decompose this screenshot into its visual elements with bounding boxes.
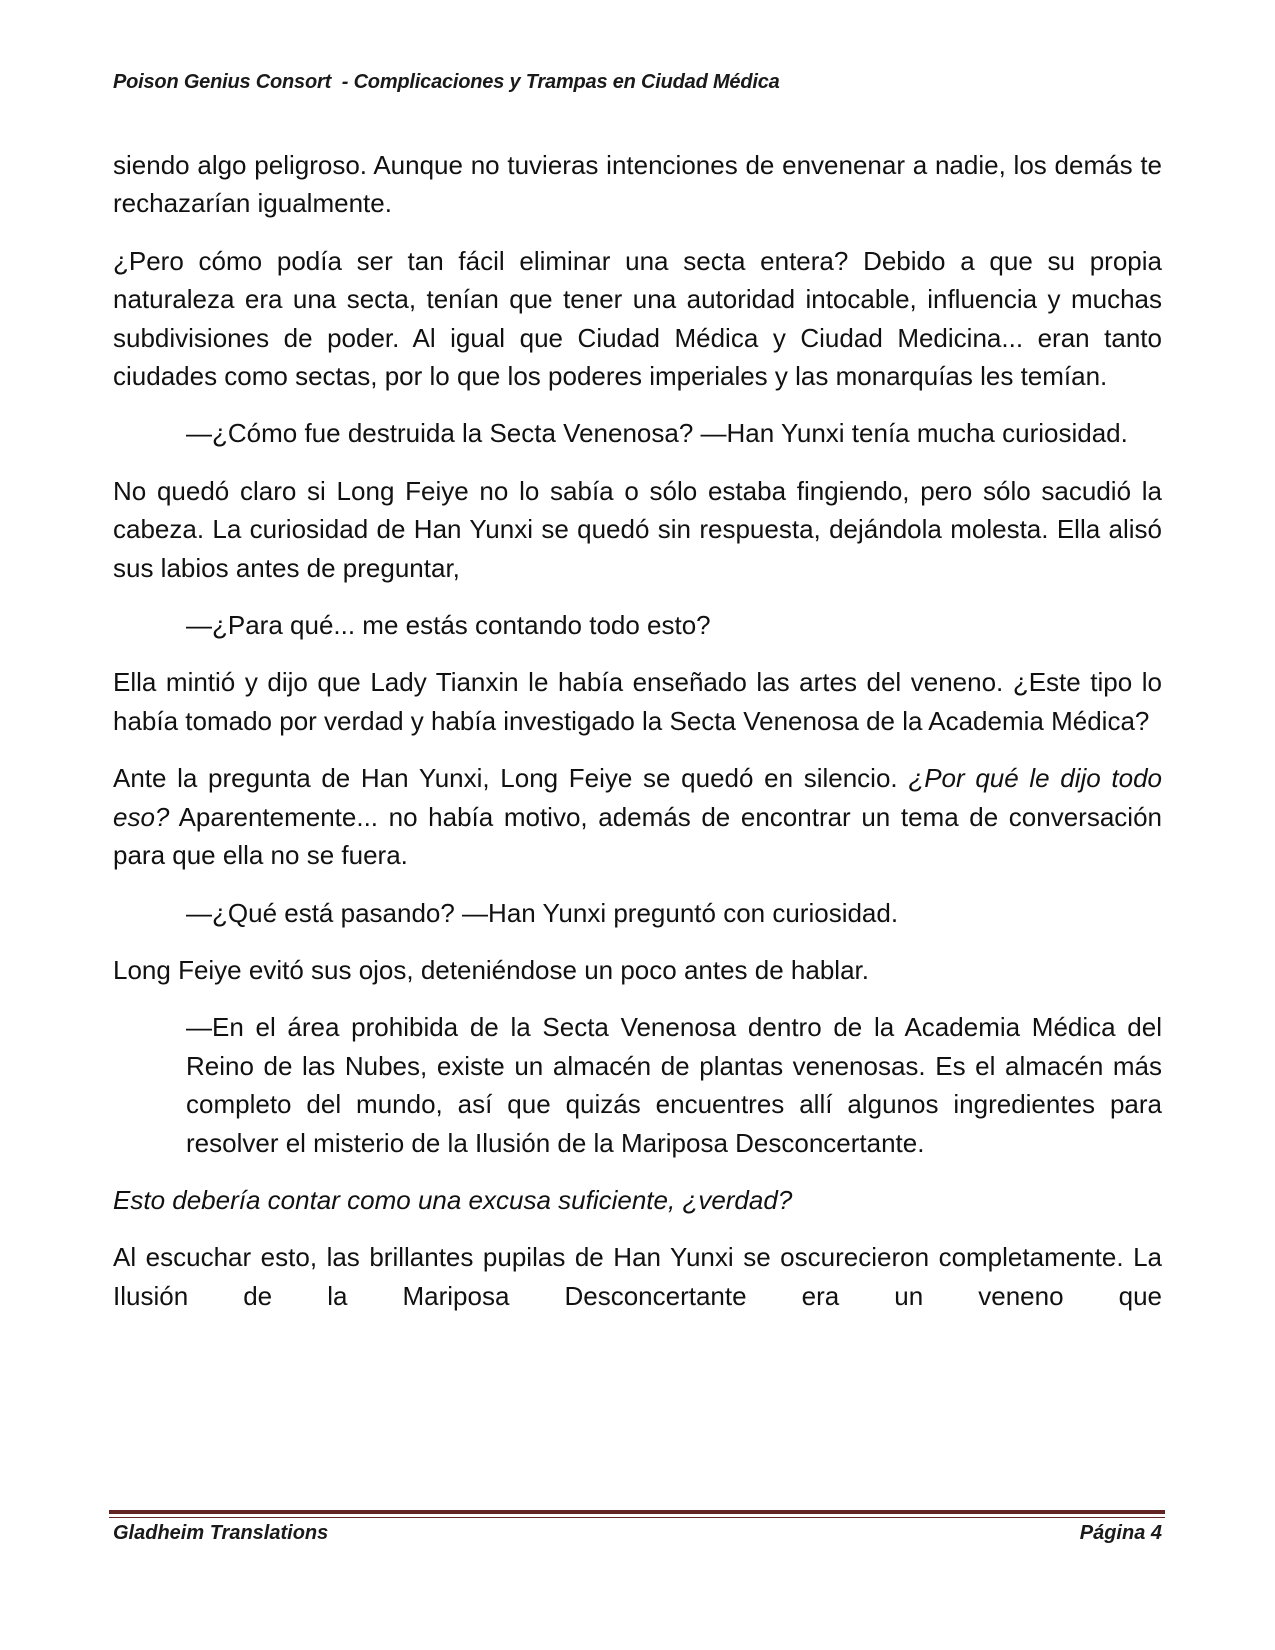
paragraph-text: Ante la pregunta de Han Yunxi, Long Feiye se quedó en silencio. <box>113 763 909 794</box>
paragraph: siendo algo peligroso. Aunque no tuvieras intenciones de envenenar a nadie, los demás te rechazarían igualmente. <box>113 150 1162 219</box>
page-header-title: Poison Genius Consort - Complicaciones y Trampas en Ciudad Médica <box>113 71 780 93</box>
dialogue-paragraph: —En el área prohibida de la Secta Venenosa dentro de la Academia Médica del Reino de las Nubes, existe un almacén de plantas venenosas. Es el almacén más completo del mundo, así que quizás encuentres allí algunos ingredientes para resolver el misterio de la Ilusión de la Mariposa Desconcertante. <box>186 1012 1162 1158</box>
footer-page-number: Página 4 <box>1079 1522 1162 1544</box>
paragraph-with-thought <box>113 759 1162 874</box>
dialogue-paragraph: —¿Para qué... me estás contando todo esto? <box>186 610 711 641</box>
paragraph: Ella mintió y dijo que Lady Tianxin le había enseñado las artes del veneno. ¿Este tipo lo había tomado por verdad y había investigado la Secta Venenosa de la Academia Médica? <box>113 667 1162 736</box>
italic-thought: ¿Por qué le dijo todo eso? <box>113 763 1162 832</box>
paragraph: No quedó claro si Long Feiye no lo sabía o sólo estaba fingiendo, pero sólo sacudió la cabeza. La curiosidad de Han Yunxi se quedó sin respuesta, dejándola molesta. Ella alisó sus labios antes de preguntar, <box>113 475 1162 583</box>
footer-rule-thin <box>109 1517 1165 1518</box>
footer-publisher: Gladheim Translations <box>113 1522 329 1544</box>
dialogue-paragraph: —¿Qué está pasando? —Han Yunxi preguntó con curiosidad. <box>186 897 899 928</box>
paragraph-text: Aparentemente... no había motivo, además de encontrar un tema de conversación para que ella no se fuera. <box>113 801 1162 871</box>
paragraph: Al escuchar esto, las brillantes pupilas de Han Yunxi se oscurecieron completamente. La Ilusión de la Mariposa Desconcertante era un veneno que <box>113 1242 1162 1311</box>
footer-rule-thick <box>109 1510 1165 1514</box>
italic-thought-paragraph: Esto debería contar como una excusa suficiente, ¿verdad? <box>113 1184 793 1215</box>
paragraph: ¿Pero cómo podía ser tan fácil eliminar una secta entera? Debido a que su propia naturaleza era una secta, tenían que tener una autoridad intocable, influencia y muchas subdivisiones de poder. Al igual que Ciudad Médica y Ciudad Medicina... eran tanto ciudades como sectas, por lo que los poderes imperiales y las monarquías les temían. <box>113 245 1162 392</box>
dialogue-paragraph: —¿Cómo fue destruida la Secta Venenosa? —Han Yunxi tenía mucha curiosidad. <box>186 418 1128 449</box>
paragraph: Long Feiye evitó sus ojos, deteniéndose un poco antes de hablar. <box>113 954 869 985</box>
document-body <box>113 146 1162 1315</box>
